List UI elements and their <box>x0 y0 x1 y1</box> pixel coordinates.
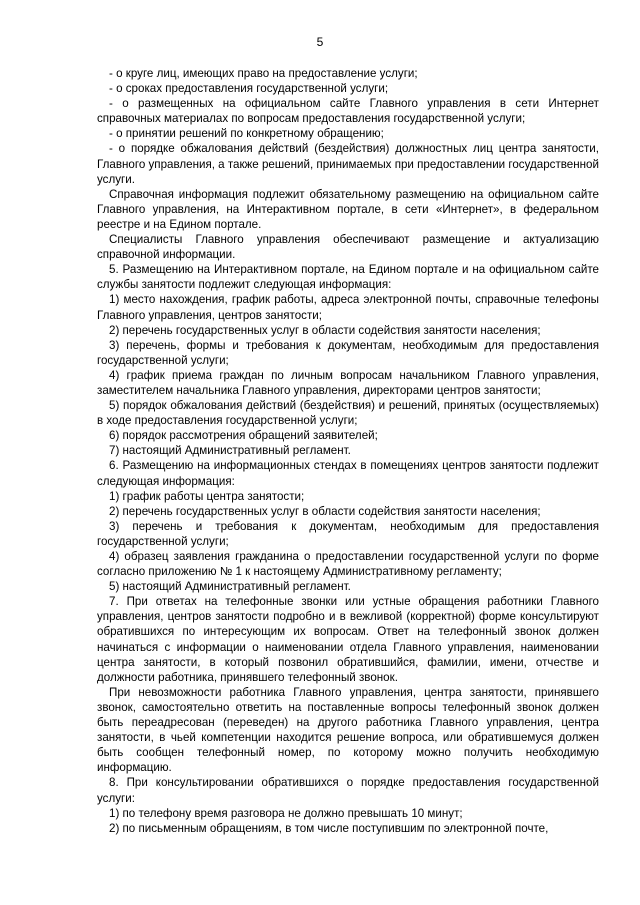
page-number: 5 <box>316 35 324 49</box>
paragraph: Справочная информация подлежит обязательному размещению на официальном сайте Главного управления, на Интерактивном портале, в сети «Интернет», в федеральном реестре и на Едином портале. <box>97 187 599 231</box>
paragraph: 3) перечень и требования к документам, необходимым для предоставления государственной услуги; <box>97 519 599 548</box>
paragraph: 2) перечень государственных услуг в области содействия занятости населения; <box>109 323 541 337</box>
paragraph: 1) место нахождения, график работы, адреса электронной почты, справочные телефоны Главного управления, центров занятости; <box>97 293 599 322</box>
paragraph: - о сроках предоставления государственной услуги; <box>109 82 389 96</box>
paragraph: 4) образец заявления гражданина о предоставлении государственной услуги по форме согласно приложению № 1 к настоящему Административному регламенту; <box>97 550 599 579</box>
paragraph: При невозможности работника Главного управления, центра занятости, принявшего звонок, самостоятельно ответить на поставленные вопросы телефонный звонок должен быть переадресован (переведен) на другого работника Главного управления, центра занятости, в чьей компетенции находится решение вопроса, или обратившемуся должен быть сообщен телефонный номер, по которому можно получить необходимую информацию. <box>97 685 599 775</box>
paragraph: 6. Размещению на информационных стендах в помещениях центров занятости подлежит следующая информация: <box>97 459 599 488</box>
paragraph: 2) перечень государственных услуг в области содействия занятости населения; <box>109 504 541 518</box>
paragraph: - о порядке обжалования действий (бездействия) должностных лиц центра занятости, Главного управления, а также решений, принимаемых при предоставлении государственной услуги. <box>97 142 599 186</box>
paragraph: 1) по телефону время разговора не должно превышать 10 минут; <box>109 806 463 820</box>
paragraph: 7) настоящий Административный регламент. <box>109 444 351 458</box>
paragraph: - о размещенных на официальном сайте Главного управления в сети Интернет справочных материалах по вопросам предоставления государственной услуги; <box>97 97 599 126</box>
paragraph: 5) настоящий Административный регламент. <box>109 580 351 594</box>
paragraph: 5) порядок обжалования действий (бездействия) и решений, принятых (осуществляемых) в ходе предоставления государственной услуги; <box>97 399 599 428</box>
paragraph: 2) по письменным обращениям, в том числе поступившим по электронной почте, <box>109 821 549 835</box>
paragraph: - о принятии решений по конкретному обращению; <box>109 127 384 141</box>
paragraph: Специалисты Главного управления обеспечивают размещение и актуализацию справочной информации. <box>97 233 599 262</box>
paragraph: - о круге лиц, имеющих право на предоставление услуги; <box>109 67 418 80</box>
paragraph: 1) график работы центра занятости; <box>109 489 305 503</box>
paragraph: 4) график приема граждан по личным вопросам начальником Главного управления, заместителем начальника Главного управления, директорами центров занятости; <box>97 368 599 397</box>
document-body <box>97 66 599 836</box>
paragraph: 5. Размещению на Интерактивном портале, на Едином портале и на официальном сайте службы занятости подлежит следующая информация: <box>97 263 599 292</box>
paragraph: 7. При ответах на телефонные звонки или устные обращения работники Главного управления, центров занятости подробно и в вежливой (корректной) форме консультируют обратившихся по интересующим их вопросам. Ответ на телефонный звонок должен начинаться с информации о наименовании отдела Главного управления, наименовании центра занятости, в который позвонил обратившийся, фамилии, имени, отчестве и должности работника, принявшего телефонный звонок. <box>97 595 599 684</box>
paragraph: 3) перечень, формы и требования к документам, необходимым для предоставления государственной услуги; <box>97 338 599 367</box>
paragraph: 8. При консультировании обратившихся о порядке предоставления государственной услуги: <box>97 776 599 805</box>
paragraph: 6) порядок рассмотрения обращений заявителей; <box>109 429 378 443</box>
